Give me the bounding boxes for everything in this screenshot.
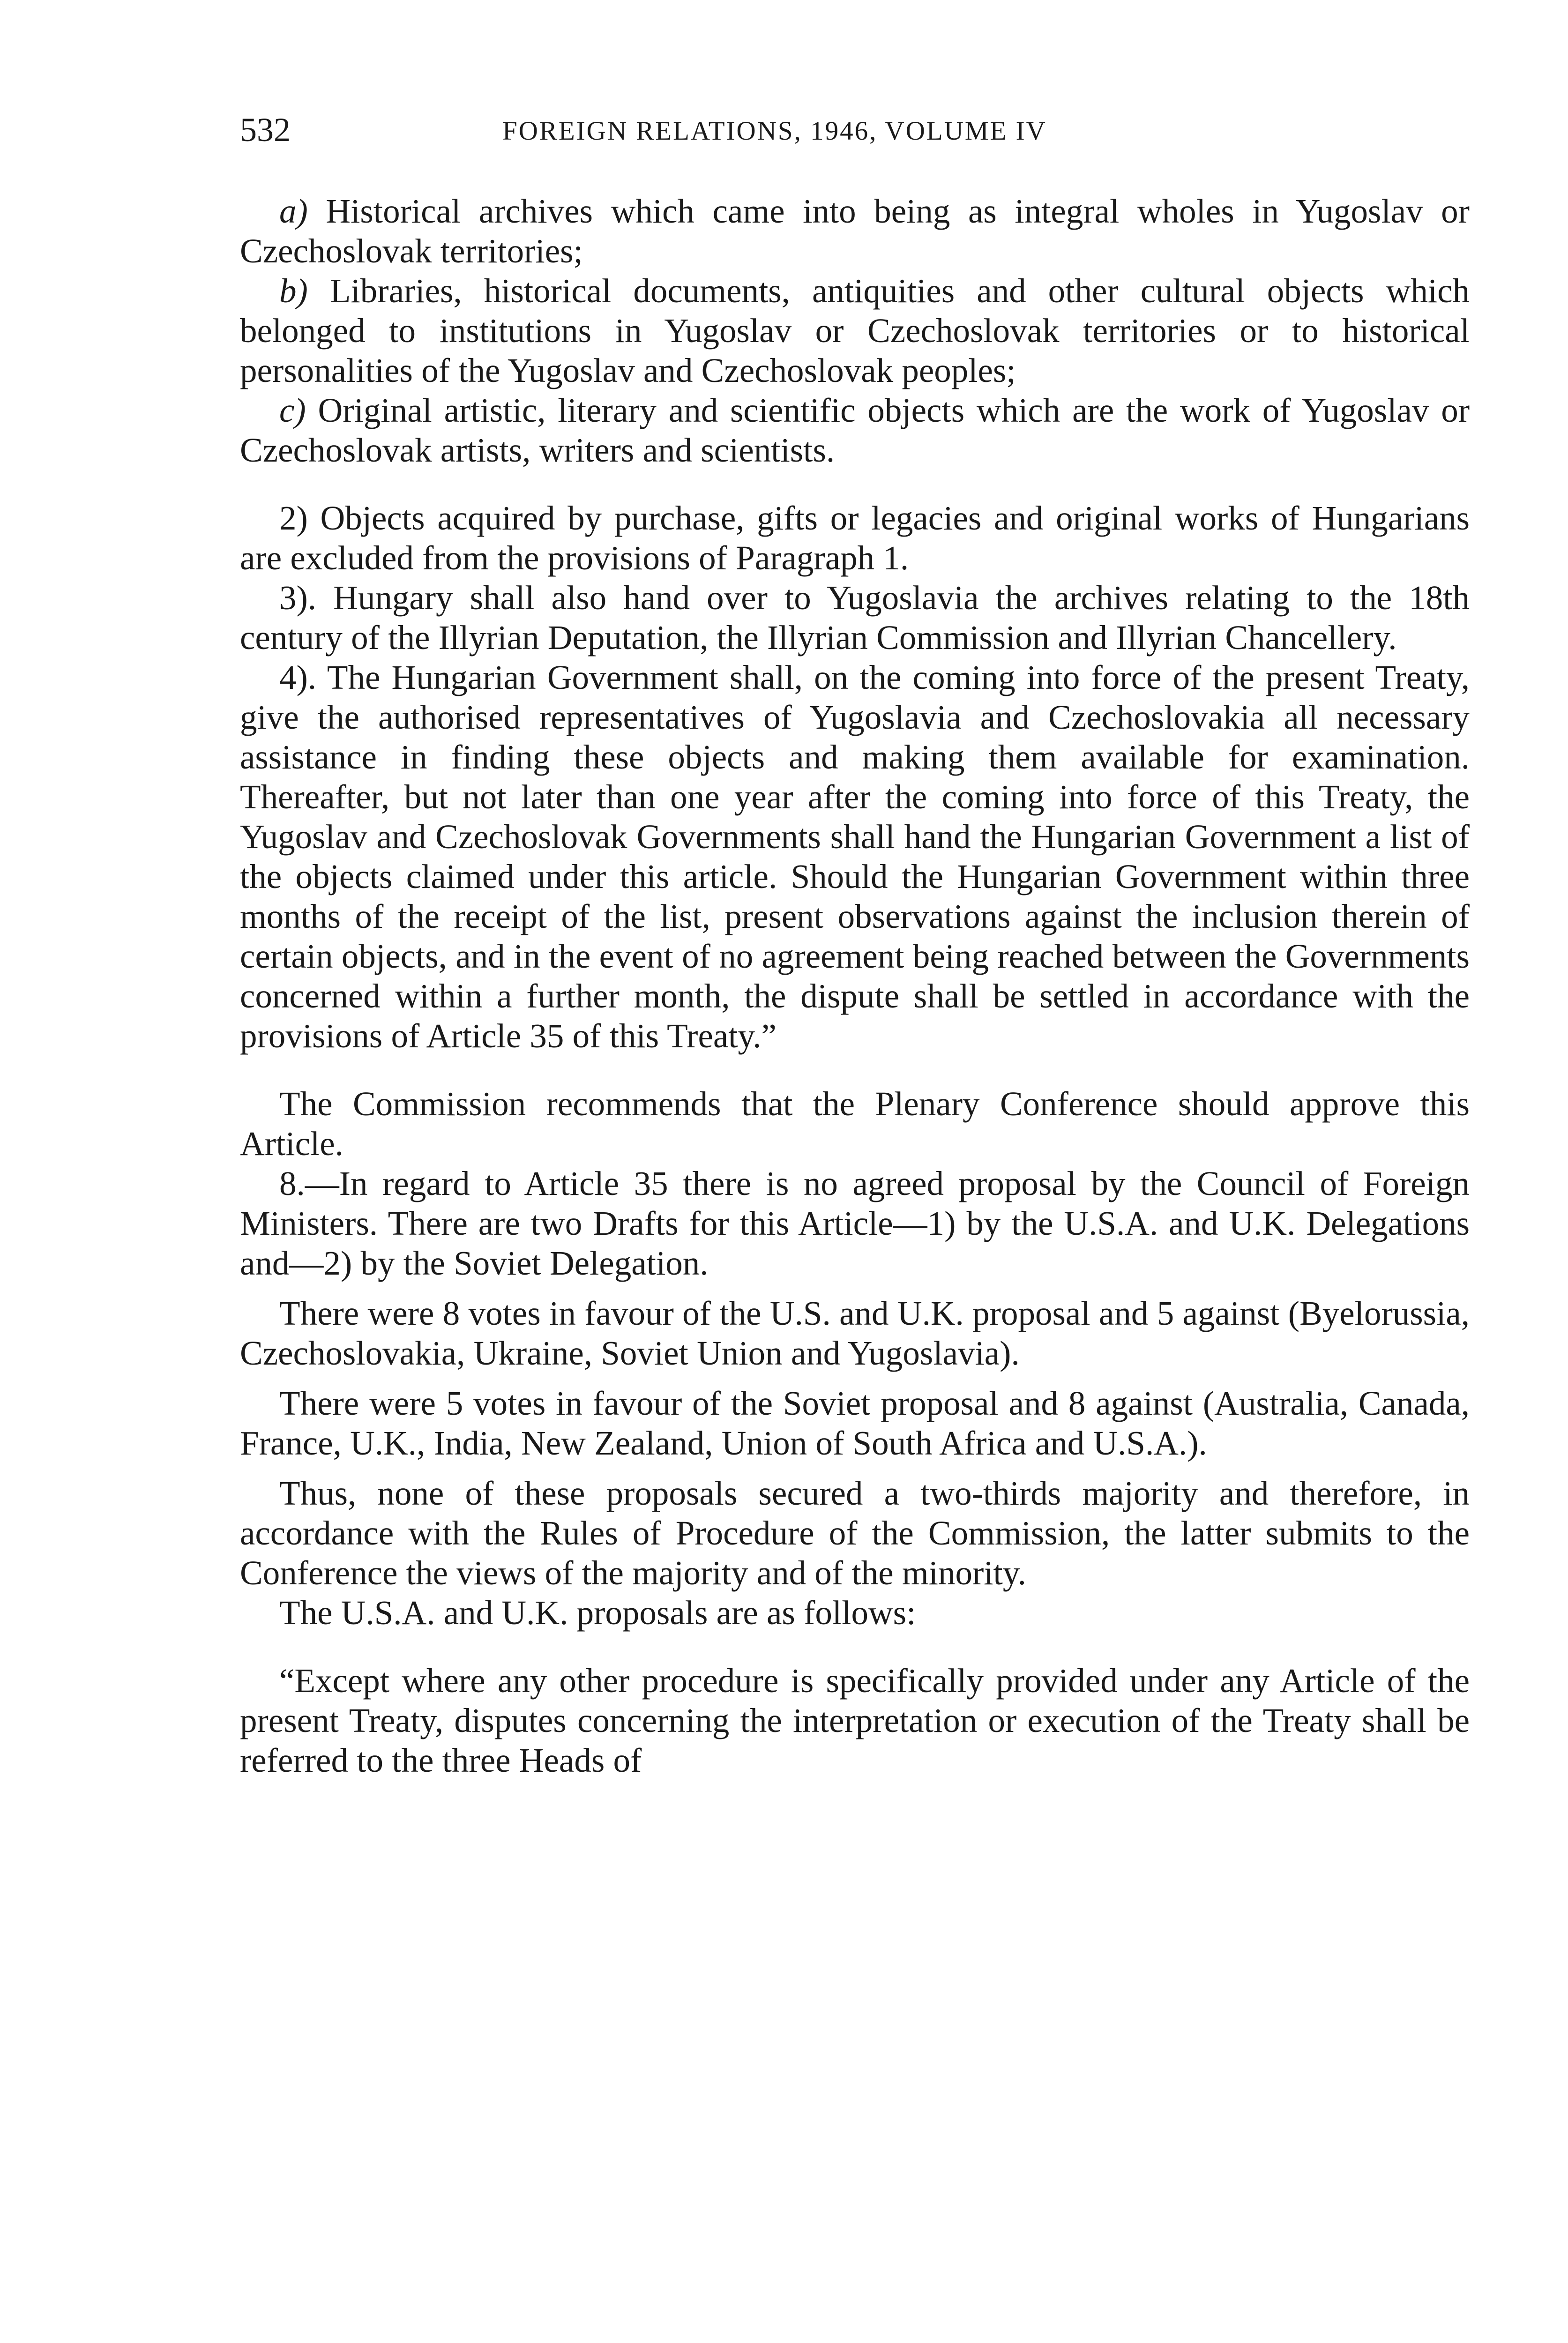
list-item-b [240, 271, 1470, 390]
list-item-a [240, 191, 1470, 271]
spacer [240, 1373, 1470, 1383]
list-marker-a: a) [279, 192, 308, 230]
paragraph-3: 3). Hungary shall also hand over to Yugoslavia the archives relating to the 18th century of the Illyrian Deputation, the Illyrian Commission and Illyrian Chancellery. [240, 579, 1470, 657]
list-item-c [240, 390, 1470, 470]
paragraph-no-majority: Thus, none of these proposals secured a two-thirds majority and therefore, in accordance with the Rules of Procedure of the Commission, the latter submits to the Conference the views of the majority and of the minority. [240, 1474, 1470, 1592]
body-text [240, 191, 1470, 1780]
page-number: 532 [240, 111, 291, 149]
page-header [240, 109, 1252, 151]
list-text-a: Historical archives which came into being as integral wholes in Yugoslav or Czechoslovak territories; [240, 192, 1470, 270]
running-head: FOREIGN RELATIONS, 1946, VOLUME IV [502, 116, 1047, 146]
paragraph-4: 4). The Hungarian Government shall, on the coming into force of the present Treaty, give the authorised representatives of Yugoslavia and Czechoslovakia all necessary assistance in finding these objects and making them available for examination. Thereafter, but not later than one year after the coming into force of this Treaty, the Yugoslav and Czechoslovak Governments shall hand the Hungarian Government a list of the objects claimed under this article. Should the Hungarian Government within three months of the receipt of the list, present observations against the inclusion therein of certain objects, and in the event of no agreement being reached between the Governments concerned within a further month, the dispute shall be settled in accordance with the provisions of Article 35 of this Treaty.” [240, 658, 1470, 1055]
paragraph-commission-recommends: The Commission recommends that the Plenary Conference should approve this Article. [240, 1085, 1470, 1163]
paragraph-quoted-proposal: “Except where any other procedure is specifically provided under any Article of the present Treaty, disputes concerning the interpretation or execution of the Treaty shall be referred to the three Heads of [240, 1662, 1470, 1779]
spacer [240, 1056, 1470, 1084]
spacer [240, 1633, 1470, 1661]
paragraph-2: 2) Objects acquired by purchase, gifts or legacies and original works of Hungarians are excluded from the provisions of Paragraph 1. [240, 499, 1470, 577]
list-marker-c: c) [279, 391, 306, 429]
paragraph-votes-us-uk: There were 8 votes in favour of the U.S. and U.K. proposal and 5 against (Byelorussia, Czechoslovakia, Ukraine, Soviet Union and Yugoslavia). [240, 1294, 1470, 1372]
list-text-b: Libraries, historical documents, antiquities and other cultural objects which belonged to institutions in Yugoslav or Czechoslovak territories or to historical personalities of the Yugoslav and Czechoslovak peoples; [240, 272, 1470, 389]
list-text-c: Original artistic, literary and scientific objects which are the work of Yugoslav or Czechoslovak artists, writers and scientists. [240, 391, 1470, 469]
list-marker-b: b) [279, 272, 308, 310]
spacer [240, 470, 1470, 498]
paragraph-votes-soviet: There were 5 votes in favour of the Soviet proposal and 8 against (Australia, Canada, France, U.K., India, New Zealand, Union of South Africa and U.S.A.). [240, 1384, 1470, 1462]
spacer [240, 1463, 1470, 1473]
paragraph-article-35: 8.—In regard to Article 35 there is no agreed proposal by the Council of Foreign Ministers. There are two Drafts for this Article—1) by the U.S.A. and U.K. Delegations and—2) by the Soviet Delegation. [240, 1164, 1470, 1282]
paragraph-proposals-intro: The U.S.A. and U.K. proposals are as follows: [279, 1594, 916, 1632]
spacer [240, 1283, 1470, 1293]
